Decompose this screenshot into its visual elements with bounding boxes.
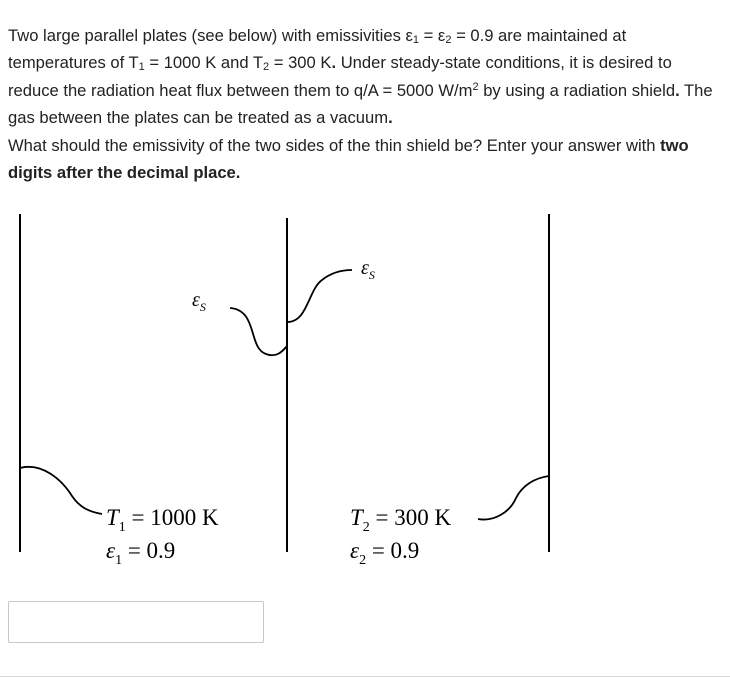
leader-plate-2 — [478, 476, 549, 520]
leader-plate-1 — [20, 467, 102, 514]
label-eps-s-left: $\varepsilon_S$ — [192, 289, 206, 314]
leader-eps-s-right — [287, 270, 352, 322]
bottom-divider — [0, 676, 730, 677]
diagram-svg — [0, 200, 730, 580]
emphasis-two-digits: two digits after the decimal place. — [8, 135, 689, 183]
label-e1: $\varepsilon_1 = 0.9$ — [106, 538, 176, 568]
answer-input[interactable] — [8, 601, 264, 643]
label-e2: $\varepsilon_2 = 0.9$ — [350, 538, 420, 568]
leader-eps-s-left — [230, 308, 287, 355]
radiation-shield-diagram — [0, 200, 730, 580]
label-eps-s-right: $\varepsilon_S$ — [361, 257, 375, 282]
label-t2: $T_2 = 300$ K — [350, 505, 452, 535]
question-text — [8, 22, 723, 186]
label-t1: $T_1 = 1000$ K — [106, 505, 219, 535]
question-paragraph-1: Two large parallel plates (see below) with emissivities $\varepsilon_1 = \varepsilon_2 = 0.9$ are maintained at temperatures of $T_1 = 1000$ K and $T_2 = 300$ K. Under steady-state conditions, it is desired to reduce the radiation heat flux between them to q/A = 5000 $W/m^2$ by using a radiation shield. The gas between the plates can be treated as a vacuum. — [8, 26, 713, 128]
question-paragraph-2: What should the emissivity of the two sides of the thin shield be? Enter your answer with two digits after the decimal place. — [8, 135, 689, 183]
